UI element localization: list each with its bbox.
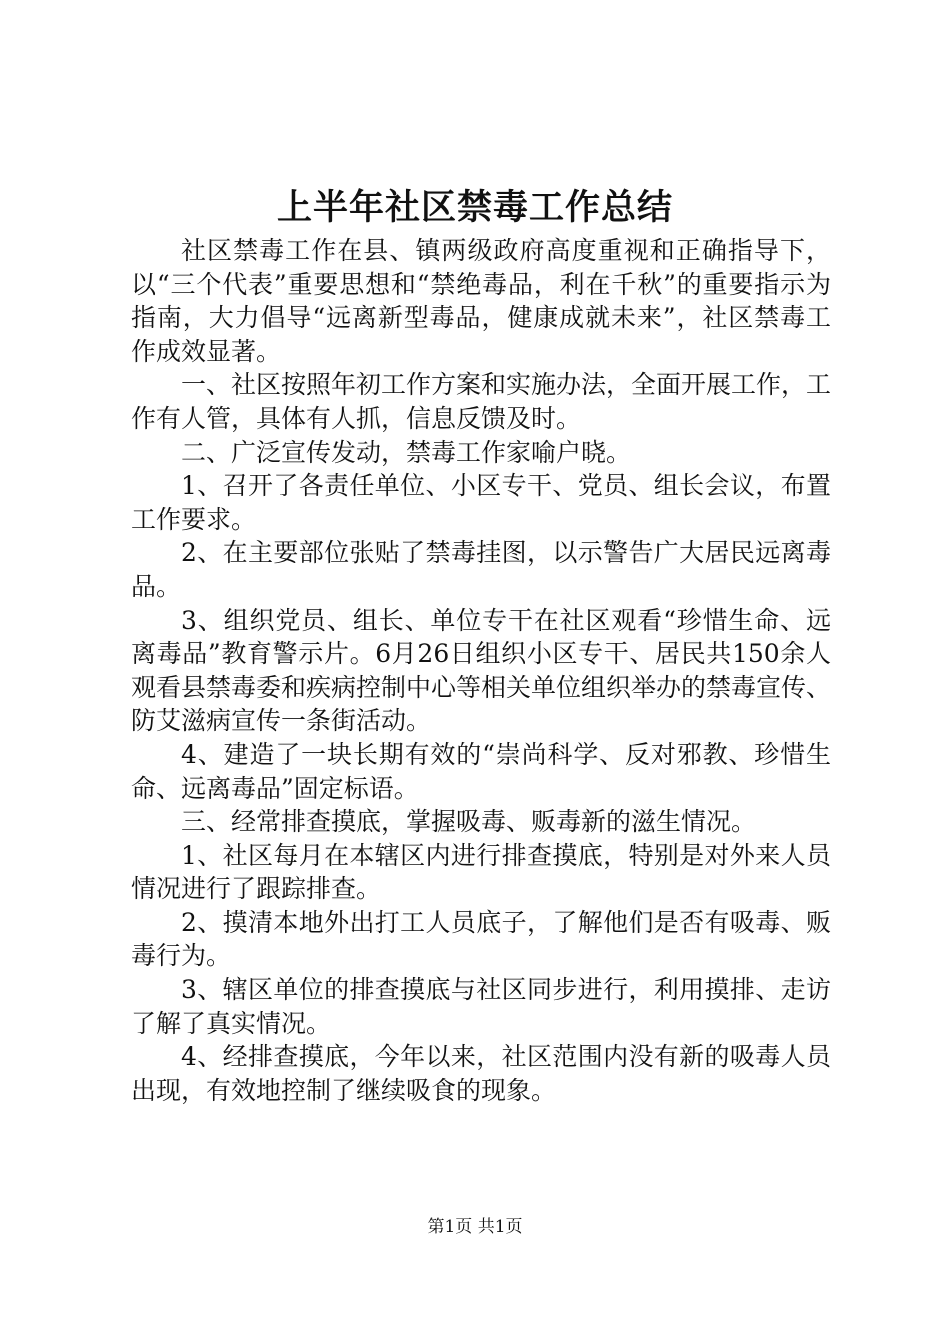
section-one-paragraph: 一、社区按照年初工作方案和实施办法，全面开展工作，工作有人管，具体有人抓，信息反馈及时。 — [131, 370, 832, 433]
section-two-item-3: 3、组织党员、组长、单位专干在社区观看“珍惜生命、远离毒品”教育警示片。6月26日组织小区专干、居民共150余人观看县禁毒委和疾病控制中心等相关单位组织举办的禁毒宣传、防艾滋病宣传一条街活动。 — [131, 605, 832, 736]
intro-paragraph: 社区禁毒工作在县、镇两级政府高度重视和正确指导下，以“三个代表”重要思想和“禁绝毒品，利在千秋”的重要指示为指南，大力倡导“远离新型毒品，健康成就未来”，社区禁毒工作成效显著。 — [131, 236, 831, 366]
section-three-item-4: 4、经排查摸底，今年以来，社区范围内没有新的吸毒人员出现，有效地控制了继续吸食的现象。 — [131, 1042, 831, 1105]
section-three-heading: 三、经常排查摸底，掌握吸毒、贩毒新的滋生情况。 — [181, 807, 757, 837]
section-three-item-3: 3、辖区单位的排查摸底与社区同步进行，利用摸排、走访了解了真实情况。 — [131, 975, 831, 1038]
section-two-heading: 二、广泛宣传发动，禁毒工作家喻户晓。 — [181, 437, 632, 467]
section-two-item-2: 2、在主要部位张贴了禁毒挂图，以示警告广大居民远离毒品。 — [131, 538, 831, 601]
section-two-item-1: 1、召开了各责任单位、小区专干、党员、组长会议，布置工作要求。 — [131, 471, 831, 534]
section-three-item-1: 1、社区每月在本辖区内进行排查摸底，特别是对外来人员情况进行了跟踪排查。 — [131, 840, 831, 904]
section-three-item-2: 2、摸清本地外出打工人员底子，了解他们是否有吸毒、贩毒行为。 — [131, 907, 831, 971]
section-two-item-4: 4、建造了一块长期有效的“崇尚科学、反对邪教、珍惜生命、远离毒品”固定标语。 — [131, 739, 831, 803]
document-body — [131, 234, 831, 1107]
document-title: 上半年社区禁毒工作总结 — [276, 188, 673, 228]
page-footer: 第1页 共1页 — [427, 1217, 523, 1237]
